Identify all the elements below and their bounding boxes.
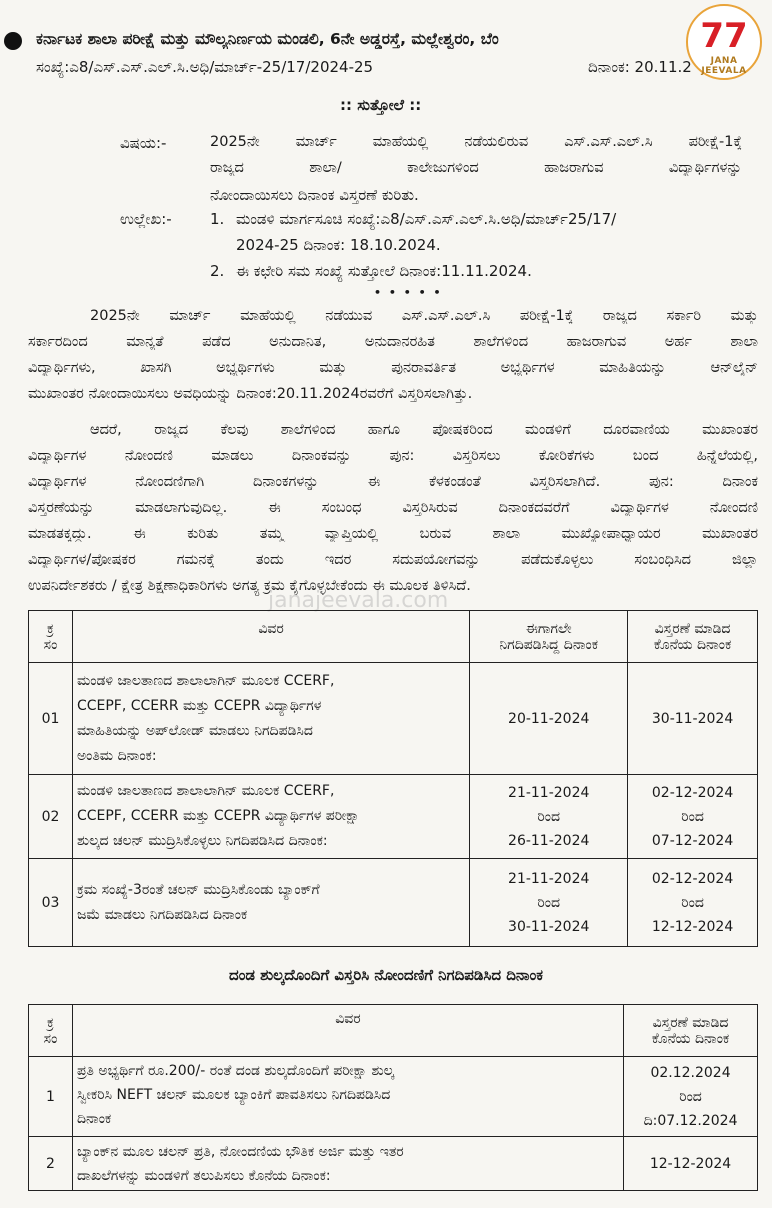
circular-date: ದಿನಾಂಕ: 20.11.2 <box>588 58 692 76</box>
header-line: ಕೊನೆಯ ದಿನಾಂಕ <box>653 636 732 653</box>
paragraph-2-line: ಮಾಡತಕ್ಕದ್ದು. ಈ ಕುರಿತು ತಮ್ಮ ವ್ಯಾಪ್ತಿಯಲ್ಲಿ ಬರುವ ಶಾಲಾ ಮುಖ್ಯೋಪಾಧ್ಯಾಯರ ಮುಖಾಂತರ <box>28 526 758 542</box>
header-serial-line: ಸಂ <box>43 1030 58 1047</box>
table-row <box>29 859 758 947</box>
header-previous-date <box>470 611 628 663</box>
row-details <box>72 663 469 775</box>
table-row <box>29 663 758 775</box>
date-value: 02.12.2024 <box>650 1064 731 1081</box>
date-value: 21-11-2024 <box>508 784 590 801</box>
row-previous-date <box>470 859 628 947</box>
details-line: ಜಮೆ ಮಾಡಲು ನಿಗದಿಪಡಿಸಿದ ದಿನಾಂಕ <box>76 906 248 923</box>
date-value: 20-11-2024 <box>508 710 590 727</box>
details-line: CCEPF, CCERR ಮತ್ತು CCEPR ವಿದ್ಯಾರ್ಥಿಗಳ <box>76 697 322 714</box>
date-value: 12-12-2024 <box>649 1155 732 1172</box>
paragraph-1-line: ವಿದ್ಯಾರ್ಥಿಗಳು, ಖಾಸಗಿ ಅಭ್ಯರ್ಥಿಗಳು ಮತ್ತು ಪುನರಾವರ್ತಿತ ಅಭ್ಯರ್ಥಿಗಳ ಮಾಹಿತಿಯನ್ನು ಆನ್‌ಲೈನ್ <box>28 360 758 376</box>
details-line: ಮಾಹಿತಿಯನ್ನು ಅಪ್‌ಲೋಡ್ ಮಾಡಲು ನಿಗದಿಪಡಿಸಿದ <box>76 722 313 739</box>
subject-line: ನೋಂದಾಯಿಸಲು ದಿನಾಂಕ ವಿಸ್ತರಣೆ ಕುರಿತು. <box>210 186 419 204</box>
paragraph-2-line: ವಿದ್ಯಾರ್ಥಿಗಳ/ಪೋಷಕರ ಗಮನಕ್ಕೆ ತಂದು ಇದರ ಸದುಪಯೋಗವನ್ನು ಪಡೆದುಕೊಳ್ಳಲು ಸಂಬಂಧಿಸಿದ ಜಿಲ್ಲಾ <box>28 552 758 568</box>
table-row <box>29 1057 758 1137</box>
penalty-table <box>28 1004 758 1191</box>
subject-label: ವಿಷಯ:- <box>120 134 167 152</box>
table-header-row <box>29 611 758 663</box>
header-details: ವಿವರ <box>72 611 469 663</box>
header-line: ಈಗಾಗಲೇ <box>525 620 572 637</box>
header-line: ವಿಸ್ತರಣೆ ಮಾಡಿದ <box>654 620 731 637</box>
row-details <box>72 775 469 859</box>
paragraph-2-line: ವಿದ್ಯಾರ್ಥಿಗಳ ನೋಂದಣಿಗಾಗಿ ದಿನಾಂಕಗಳನ್ನು ಈ ಕೆಳಕಂಡಂತೆ ವಿಸ್ತರಿಸಲಾಗಿದೆ. ಪುನ: ದಿನಾಂಕ <box>28 474 758 490</box>
paragraph-1-line: ಮುಖಾಂತರ ನೋಂದಾಯಿಸಲು ಅವಧಿಯನ್ನು ದಿನಾಂಕ:20.11.2024ರವರೆಗೆ ವಿಸ್ತರಿಸಲಾಗಿತ್ತು. <box>28 386 473 402</box>
row-details <box>72 1137 623 1191</box>
details-line: ಶುಲ್ಕದ ಚಲನ್ ಮುದ್ರಿಸಿಕೊಳ್ಳಲು ನಿಗದಿಪಡಿಸಿದ ದಿನಾಂಕ: <box>76 833 328 849</box>
dates-table <box>28 610 758 947</box>
table-row <box>29 775 758 859</box>
penalty-section-title: ದಂಡ ಶುಲ್ಕದೊಂದಿಗೆ ವಿಸ್ತರಿಸಿ ನೋಂದಣಿಗೆ ನಿಗದಿಪಡಿಸಿದ ದಿನಾಂಕ <box>229 966 543 984</box>
reference-number-2: 2. <box>210 262 225 280</box>
reference-line: 2024-25 ದಿನಾಂಕ: 18.10.2024. <box>236 236 441 254</box>
date-value: 21-11-2024 <box>508 870 590 887</box>
details-line: ದಿನಾಂಕ <box>76 1111 112 1127</box>
header-serial-line: ಕ್ರ <box>47 1014 54 1031</box>
details-line: ಸ್ವೀಕರಿಸಿ NEFT ಚಲನ್ ಮೂಲಕ ಬ್ಯಾಂಕಿಗೆ ಪಾವತಿಸಲು ನಿಗದಿಪಡಿಸಿದ <box>76 1087 391 1103</box>
logo <box>686 4 762 80</box>
date-value: 07-12-2024 <box>651 832 734 849</box>
paragraph-1-line: 2025ನೇ ಮಾರ್ಚ್ ಮಾಹೆಯಲ್ಲಿ ನಡೆಯುವ ಎಸ್.ಎಸ್.ಎಲ್.ಸಿ ಪರೀಕ್ಷೆ-1ಕ್ಕೆ ರಾಜ್ಯದ ಸರ್ಕಾರಿ ಮತ್ತು <box>90 308 758 324</box>
row-details <box>72 1057 623 1137</box>
reference-line: ಈ ಕಛೇರಿ ಸಮ ಸಂಖ್ಯೆ ಸುತ್ತೋಲೆ ದಿನಾಂಕ:11.11.2024. <box>236 262 532 280</box>
bullet-icon <box>4 32 22 50</box>
row-serial: 2 <box>29 1137 73 1191</box>
details-line: ಮಂಡಳಿ ಜಾಲತಾಣದ ಶಾಲಾಲಾಗಿನ್ ಮೂಲಕ CCERF, <box>76 672 335 689</box>
reference-line: ಮಂಡಳಿ ಮಾರ್ಗಸೂಚಿ ಸಂಖ್ಯೆ:ಎ8/ಎಸ್.ಎಸ್.ಎಲ್.ಸಿ.ಅಧಿ/ಮಾರ್ಚ್25/17/ <box>236 210 617 228</box>
date-value: ದಿ:07.12.2024 <box>643 1112 738 1129</box>
details-line: ಪ್ರತಿ ಅಭ್ಯರ್ಥಿಗೆ ರೂ.200/- ರಂತೆ ದಂಡ ಶುಲ್ಕದೊಂದಿಗೆ ಪರೀಕ್ಷಾ ಶುಲ್ಕ <box>76 1063 395 1079</box>
paragraph-2-line: ಉಪನಿರ್ದೇಶಕರು / ಕ್ಷೇತ್ರ ಶಿಕ್ಷಣಾಧಿಕಾರಿಗಳು ಅಗತ್ಯ ಕ್ರಮ ಕೈಗೊಳ್ಳಬೇಕೆಂದು ಈ ಮೂಲಕ ತಿಳಿಸಿದೆ. <box>28 578 471 594</box>
table-header-row <box>29 1005 758 1057</box>
watermark: janajeevala.com <box>268 588 449 613</box>
row-serial: 01 <box>29 663 73 775</box>
date-value: 30-11-2024 <box>508 918 590 935</box>
paragraph-2-line: ವಿದ್ಯಾರ್ಥಿಗಳ ನೋಂದಣಿ ಮಾಡಲು ದಿನಾಂಕವನ್ನು ಪುನ: ವಿಸ್ತರಿಸಲು ಕೋರಿಕೆಗಳು ಬಂದ ಹಿನ್ನೆಲೆಯಲ್ಲಿ, <box>28 448 758 464</box>
date-value: 12-12-2024 <box>651 918 734 935</box>
date-connector: ರಿಂದ <box>679 1088 702 1105</box>
date-value: 26-11-2024 <box>508 832 590 849</box>
details-line: ಬ್ಯಾಂಕ್‌ನ ಮೂಲ ಚಲನ್ ಪ್ರತಿ, ನೋಂದಣಿಯ ಭೌತಿಕ ಅರ್ಜಿ ಮತ್ತು ಇತರ <box>76 1143 404 1160</box>
details-line: ಮಂಡಳಿ ಜಾಲತಾಣದ ಶಾಲಾಲಾಗಿನ್ ಮೂಲಕ CCERF, <box>76 783 335 799</box>
details-line: ಕ್ರಮ ಸಂಖ್ಯೆ-3ರಂತೆ ಚಲನ್ ಮುದ್ರಿಸಿಕೊಂಡು ಬ್ಯಾಂಕ್‌ಗೆ <box>76 881 320 898</box>
date-connector: ರಿಂದ <box>537 808 561 825</box>
separator: • • • • • <box>374 286 443 299</box>
logo-text: JANA JEEVALA <box>701 56 747 76</box>
header-serial-line: ಕ್ರ <box>47 620 54 637</box>
date-value: 30-11-2024 <box>651 710 734 727</box>
date-connector: ರಿಂದ <box>537 894 561 911</box>
header-line: ನಿಗದಿಪಡಿಸಿದ್ದ ದಿನಾಂಕ <box>499 636 599 653</box>
header-serial-line: ಸಂ <box>43 636 58 653</box>
paragraph-1-line: ಸರ್ಕಾರದಿಂದ ಮಾನ್ಯತೆ ಪಡೆದ ಅನುದಾನಿತ, ಅನುದಾನರಹಿತ ಶಾಲೆಗಳಿಂದ ಹಾಜರಾಗುವ ಅರ್ಹ ಶಾಲಾ <box>28 334 758 350</box>
row-serial: 1 <box>29 1057 73 1137</box>
header-line: ಕೊನೆಯ ದಿನಾಂಕ <box>651 1030 730 1047</box>
table-row <box>29 1137 758 1191</box>
details-line: ದಾಖಲೆಗಳನ್ನು ಮಂಡಳಿಗೆ ತಲುಪಿಸಲು ಕೊನೆಯ ದಿನಾಂಕ: <box>76 1167 331 1184</box>
row-extended-date <box>624 1137 758 1191</box>
date-connector: ರಿಂದ <box>681 808 704 825</box>
row-serial: 03 <box>29 859 73 947</box>
row-extended-date <box>628 663 758 775</box>
subject-line: 2025ನೇ ಮಾರ್ಚ್ ಮಾಹೆಯಲ್ಲಿ ನಡೆಯಲಿರುವ ಎಸ್.ಎಸ್.ಎಲ್.ಸಿ ಪರೀಕ್ಷೆ-1ಕ್ಕೆ <box>210 134 742 150</box>
header-line: ವಿಸ್ತರಣೆ ಮಾಡಿದ <box>652 1014 729 1031</box>
details-line: CCEPF, CCERR ಮತ್ತು CCEPR ವಿದ್ಯಾರ್ಥಿಗಳ ಪರೀಕ್ಷಾ <box>76 808 360 824</box>
org-address: ಕರ್ನಾಟಕ ಶಾಲಾ ಪರೀಕ್ಷೆ ಮತ್ತು ಮೌಲ್ಯನಿರ್ಣಯ ಮಂಡಲಿ, 6ನೇ ಅಡ್ಡರಸ್ತೆ, ಮಲ್ಲೇಶ್ವರಂ, ಬೆಂ <box>36 30 499 48</box>
reference-number: ಸಂಖ್ಯೆ:ಎ8/ಎಸ್.ಎಸ್.ಎಲ್.ಸಿ.ಅಧಿ/ಮಾರ್ಚ್-25/17/2024-25 <box>36 58 374 76</box>
header-serial <box>29 611 73 663</box>
row-extended-date <box>628 775 758 859</box>
row-previous-date <box>470 663 628 775</box>
date-connector: ರಿಂದ <box>681 894 704 911</box>
reference-label: ಉಲ್ಲೇಖ:- <box>120 210 172 228</box>
header-details: ವಿವರ <box>72 1005 623 1057</box>
header-serial <box>29 1005 73 1057</box>
header-extended-date <box>624 1005 758 1057</box>
subject-line: ರಾಜ್ಯದ ಶಾಲಾ/ ಕಾಲೇಜುಗಳಿಂದ ಹಾಜರಾಗುವ ವಿದ್ಯಾರ್ಥಿಗಳನ್ನು <box>210 160 742 176</box>
row-details <box>72 859 469 947</box>
date-value: 02-12-2024 <box>651 870 734 887</box>
details-line: ಅಂತಿಮ ದಿನಾಂಕ: <box>76 747 157 764</box>
row-extended-date <box>628 859 758 947</box>
page-title: :: ಸುತ್ತೋಲೆ :: <box>340 96 422 114</box>
paragraph-2-line: ಆದರೆ, ರಾಜ್ಯದ ಕೆಲವು ಶಾಲೆಗಳಿಂದ ಹಾಗೂ ಪೋಷಕರಿಂದ ಮಂಡಳಿಗೆ ದೂರವಾಣಿಯ ಮುಖಾಂತರ <box>90 422 758 438</box>
row-extended-date <box>624 1057 758 1137</box>
header-extended-date <box>628 611 758 663</box>
row-previous-date <box>470 775 628 859</box>
row-serial: 02 <box>29 775 73 859</box>
reference-number-1: 1. <box>210 210 225 228</box>
date-value: 02-12-2024 <box>651 784 734 801</box>
logo-number: 77 <box>700 16 748 56</box>
paragraph-2-line: ವಿಸ್ತರಣೆಯನ್ನು ಮಾಡಲಾಗುವುದಿಲ್ಲ. ಈ ಸಂಬಂಧ ವಿಸ್ತರಿಸಿರುವ ದಿನಾಂಕದವರೆಗೆ ವಿದ್ಯಾರ್ಥಿಗಳ ನೋಂದಣಿ <box>28 500 758 516</box>
